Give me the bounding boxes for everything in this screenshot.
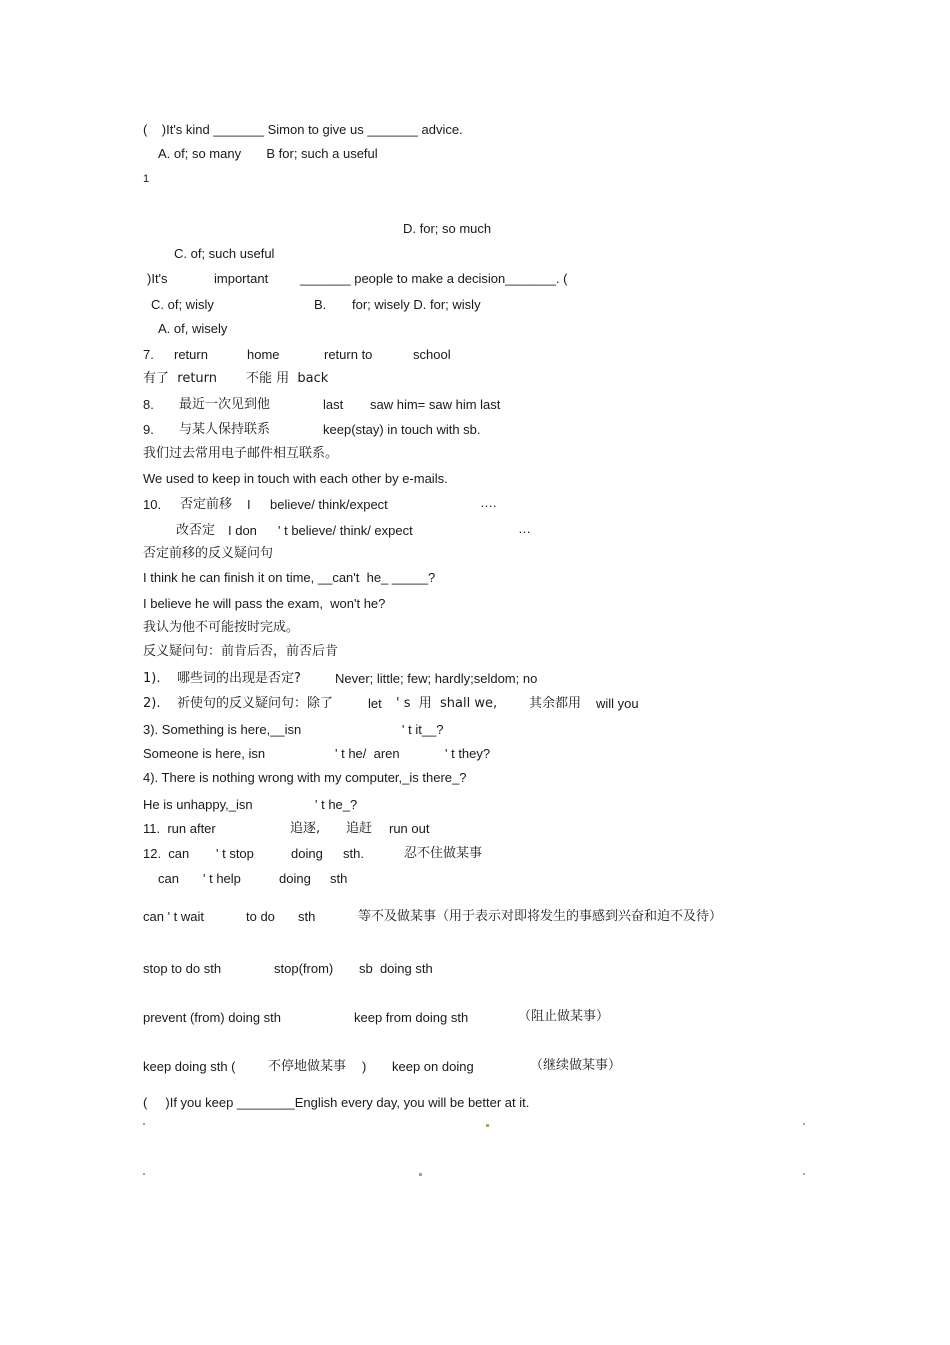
example-chinese: 我认为他不可能按时完成。 [143, 620, 300, 635]
phrase: stop(from) [274, 961, 334, 976]
phrase: keep doing sth ( [143, 1059, 236, 1074]
section-heading: 否定前移的反义疑问句 [143, 546, 274, 561]
scan-mark [803, 1173, 805, 1175]
phrase: prevent (from) doing sth [143, 1010, 282, 1025]
example-english: Someone is here, isn [143, 746, 266, 761]
rule-line: let [368, 696, 382, 711]
phrase: keep from doing sth [354, 1010, 469, 1025]
item-number: 9. [143, 422, 154, 437]
option-line: B. [314, 297, 327, 312]
question-line-part: )It's [147, 271, 168, 286]
phrase: ) [362, 1059, 367, 1074]
note-line: 不能 用 back [246, 371, 329, 386]
phrase: 11. run after [143, 821, 216, 836]
phrase: ' t believe/ think/ expect [278, 523, 413, 538]
example-chinese: 我们过去常用电子邮件相互联系。 [143, 446, 339, 461]
example-english: I think he can finish it on time, __can't he_ _____? [143, 570, 436, 585]
phrase: stop to do sth [143, 961, 222, 976]
chinese-meaning: 追逐, [290, 821, 321, 836]
chinese-meaning: 忍不住做某事 [404, 846, 483, 861]
phrase: to do [246, 909, 275, 924]
option-line: A. of; so many B for; such a useful [158, 146, 378, 161]
option-line: for; wisely D. for; wisly [352, 297, 481, 312]
note-line: 有了 return [143, 371, 218, 386]
phrase: run out [389, 821, 430, 836]
item-number: 8. [143, 397, 154, 412]
phrase: believe/ think/expect [270, 497, 388, 512]
phrase: I don [228, 523, 257, 538]
option-line: C. of; wisly [151, 297, 214, 312]
question-line: ( )It's kind _______ Simon to give us _______ advice. [143, 122, 463, 137]
phrase: sth. [343, 846, 364, 861]
example-english: I believe he will pass the exam, won't he? [143, 596, 386, 611]
example-english: ' t he/ aren [335, 746, 400, 761]
chinese-meaning: 否定前移 [180, 497, 233, 512]
chinese-meaning: 改否定 [176, 523, 216, 538]
example-english: 4). There is nothing wrong with my computer,_is there_? [143, 770, 467, 785]
rule-line: 2). 祈使句的反义疑问句：除了 [143, 696, 334, 711]
phrase: return to [324, 347, 373, 362]
chinese-meaning: 最近一次见到他 [179, 397, 271, 412]
chinese-meaning: 与某人保持联系 [179, 422, 271, 437]
rule-line: will you [596, 696, 639, 711]
example-english: He is unhappy,_isn [143, 797, 253, 812]
example-english: We used to keep in touch with each other by e-mails. [143, 471, 448, 486]
option-line: A. of, wisely [158, 321, 228, 336]
example-english: 3). Something is here,__isn [143, 722, 302, 737]
scan-mark [419, 1173, 422, 1176]
example-english: ' t they? [445, 746, 491, 761]
example-english: ' t he_? [315, 797, 358, 812]
phrase: ' t stop [216, 846, 254, 861]
phrase: I [247, 497, 251, 512]
item-number: 7. [143, 347, 154, 362]
ellipsis: …. [480, 495, 497, 510]
question-line-part: important [214, 271, 269, 286]
phrase: sth [330, 871, 348, 886]
phrase: keep(stay) in touch with sb. [323, 422, 481, 437]
option-line: C. of; such useful [174, 246, 275, 261]
phrase: school [413, 347, 451, 362]
phrase: saw him= saw him last [370, 397, 501, 412]
question-line: ( )If you keep ________English every day, you will be better at it. [143, 1095, 530, 1110]
rule-line: 1). 哪些词的出现是否定? [143, 671, 301, 686]
rule-line: 反义疑问句：前肯后否，前否后肯 [143, 644, 339, 659]
chinese-meaning: （继续做某事） [530, 1058, 622, 1073]
option-line: D. for; so much [403, 221, 492, 236]
scan-mark [803, 1123, 805, 1125]
scan-mark [143, 1123, 145, 1125]
ellipsis: … [518, 521, 531, 536]
phrase: doing [279, 871, 311, 886]
page-number: 1 [143, 173, 150, 185]
chinese-meaning: 等不及做某事（用于表示对即将发生的事感到兴奋和迫不及待） [358, 909, 723, 924]
rule-line: ' s 用 shall we, [396, 696, 498, 711]
scan-mark [486, 1124, 489, 1127]
scan-mark [143, 1173, 145, 1175]
phrase: doing [291, 846, 323, 861]
phrase: sb doing sth [359, 961, 433, 976]
chinese-meaning: （阻止做某事） [518, 1009, 610, 1024]
phrase: ' t help [203, 871, 241, 886]
question-line-part: _______ people to make a decision_______. ( [300, 271, 568, 286]
phrase: home [247, 347, 280, 362]
example-english: ' t it__? [402, 722, 444, 737]
phrase: 12. can [143, 846, 190, 861]
chinese-meaning: 不停地做某事 [268, 1059, 347, 1074]
phrase: keep on doing [392, 1059, 474, 1074]
phrase: can ' t wait [143, 909, 205, 924]
item-number: 10. [143, 497, 162, 512]
chinese-meaning: 追赶 [346, 821, 373, 836]
rule-line: 其余都用 [529, 696, 582, 711]
phrase: can [158, 871, 179, 886]
phrase: last [323, 397, 344, 412]
phrase: return [174, 347, 208, 362]
rule-line: Never; little; few; hardly;seldom; no [335, 671, 538, 686]
phrase: sth [298, 909, 316, 924]
